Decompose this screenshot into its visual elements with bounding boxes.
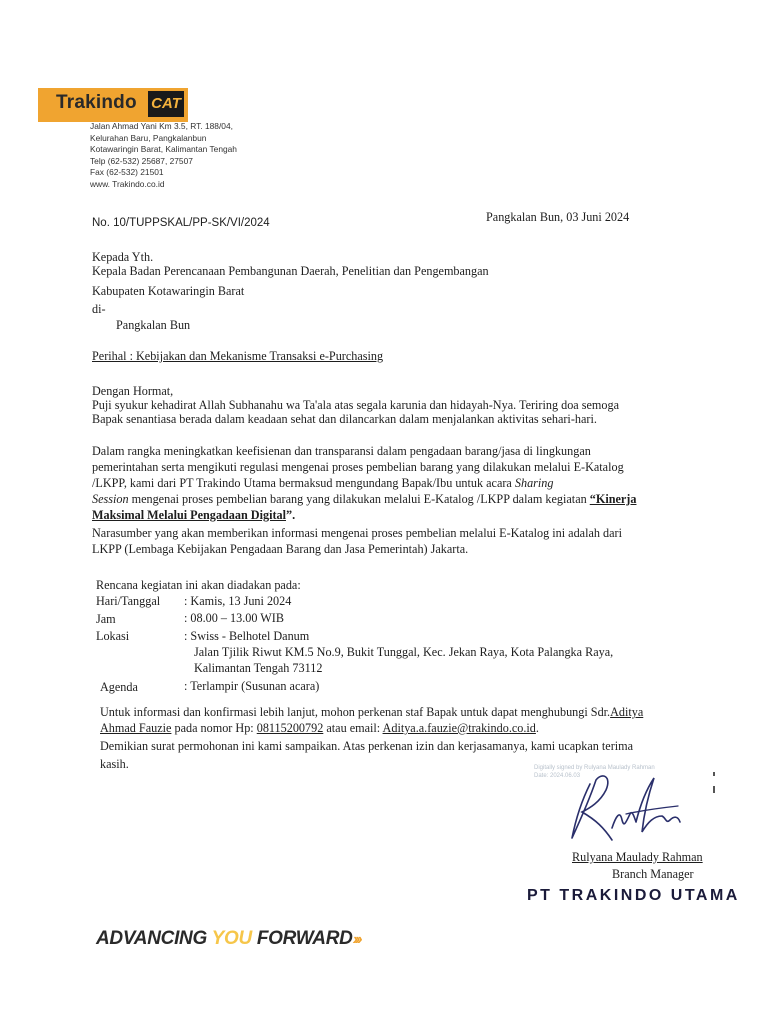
paragraph-line: pemerintahan serta mengikuti regulasi mengenai proses pembelian barang yang dilakukan melalui E-Katalog: [92, 460, 624, 474]
slogan-highlight: YOU: [211, 928, 252, 949]
event-title-run: Maksimal Melalui Pengadaan Digital: [92, 508, 286, 522]
recipient-line: Kepala Badan Perencanaan Pembangunan Daerah, Penelitian dan Pengembangan: [92, 264, 489, 278]
paragraph-line: Bapak senantiasa berada dalam keadaan sehat dan dilancarkan dalam menjalankan aktivitas sehari-hari.: [92, 412, 597, 426]
schedule-label: Lokasi: [96, 629, 130, 643]
event-title-run: “Kinerja: [589, 492, 637, 506]
signatory-name: Rulyana Maulady Rahman: [572, 850, 703, 864]
address-line: Telp (62-532) 25687, 27507: [90, 155, 193, 166]
recipient-city: Pangkalan Bun: [116, 318, 191, 332]
contact-name: Ahmad Fauzie: [100, 721, 172, 735]
schedule-label: Agenda: [100, 680, 138, 694]
address-line: www. Trakindo.co.id: [90, 178, 165, 189]
contact-email-link[interactable]: Aditya.a.fauzie@trakindo.co.id: [382, 721, 536, 735]
schedule-intro: Rencana kegiatan ini akan diadakan pada:: [96, 578, 301, 592]
paragraph-line: Narasumber yang akan memberikan informasi mengenai proses pembelian melalui E-Katalog ini adalah dari: [92, 526, 622, 540]
brand-logo-text: Trakindo: [56, 92, 137, 113]
recipient-line: di-: [92, 302, 106, 316]
subject-line: Perihal : Kebijakan dan Mekanisme Transaksi e-Purchasing: [92, 349, 384, 363]
schedule-label: Hari/Tanggal: [96, 594, 161, 608]
margin-mark: [713, 786, 715, 793]
closing-line: Demikian surat permohonan ini kami sampaikan. Atas perkenan izin dan kerjasamanya, kami ucapkan terima: [100, 739, 634, 753]
schedule-value: : Terlampir (Susunan acara): [184, 679, 320, 693]
closing-line: [100, 705, 643, 721]
text-run: atau email:: [323, 721, 383, 735]
letterhead-address: [90, 121, 237, 190]
recipient-line: Kabupaten Kotawaringin Barat: [92, 284, 245, 298]
paragraph-line: Dalam rangka meningkatkan keefisienan dan transparansi dalam pengadaan barang/jasa di lingkungan: [92, 444, 591, 458]
italic-run: Sharing: [514, 476, 554, 490]
address-line: Kotawaringin Barat, Kalimantan Tengah: [90, 144, 237, 154]
stamp-line: Digitally signed by Rulyana Maulady Rahman: [534, 765, 655, 771]
handwritten-signature: [562, 766, 702, 852]
text-run: pada nomor Hp:: [171, 721, 257, 735]
schedule-label: Jam: [96, 612, 116, 626]
address-line: Jalan Ahmad Yani Km 3.5, RT. 188/04,: [90, 121, 233, 131]
letter-number: No. 10/TUPPSKAL/PP-SK/VI/2024: [92, 217, 270, 229]
address-line: Fax (62-532) 21501: [90, 167, 164, 177]
text-run: Untuk informasi dan konfirmasi lebih lanjut, mohon perkenan staf Bapak untuk dapat menghubungi Sdr.: [100, 705, 611, 719]
closing-line: kasih.: [100, 757, 129, 771]
margin-mark: [713, 772, 715, 776]
schedule-value: : Swiss - Belhotel Danum: [184, 629, 310, 643]
cat-logo-badge: CAT: [148, 91, 184, 117]
salutation: Dengan Hormat,: [92, 384, 174, 398]
signatory-title: Branch Manager: [612, 867, 694, 881]
paragraph-line: [92, 476, 554, 492]
text-run: mengenai proses pembelian barang yang dilakukan melalui E-Katalog /LKPP dalam kegiatan: [128, 492, 590, 506]
address-line: Kelurahan Baru, Pangkalanbun: [90, 132, 207, 143]
company-name: PT TRAKINDO UTAMA: [527, 887, 740, 904]
text-run: ”.: [286, 508, 296, 522]
paragraph-line: LKPP (Lembaga Kebijakan Pengadaan Barang dan Jasa Pemerintah) Jakarta.: [92, 542, 469, 556]
text-run: /LKPP, kami dari PT Trakindo Utama bermaksud mengundang Bapak/Ibu untuk acara: [92, 476, 515, 490]
contact-name: Aditya: [610, 705, 644, 719]
schedule-value: : Kamis, 13 Juni 2024: [184, 594, 292, 608]
schedule-value: : 08.00 – 13.00 WIB: [184, 611, 284, 625]
venue-address: Jalan Tjilik Riwut KM.5 No.9, Bukit Tunggal, Kec. Jekan Raya, Kota Palangka Raya,: [194, 645, 614, 659]
paragraph-line: Puji syukur kehadirat Allah Subhanahu wa Ta'ala atas segala karunia dan hidayah-Nya. Teriring doa semoga: [92, 398, 619, 412]
recipient-greeting: Kepada Yth.: [92, 250, 154, 264]
contact-phone-link[interactable]: 08115200792: [256, 721, 324, 735]
paragraph-line: [92, 492, 636, 508]
chevron-arrows-icon: ›››: [352, 931, 360, 948]
slogan-part: ADVANCING: [96, 928, 212, 949]
paragraph-line: [92, 508, 295, 524]
stamp-line: Date: 2024.06.03: [534, 773, 581, 779]
footer-slogan: [96, 928, 360, 950]
closing-line: [100, 721, 539, 737]
italic-run: Session: [92, 492, 129, 506]
venue-address: Kalimantan Tengah 73112: [194, 661, 323, 675]
slogan-part: FORWARD: [251, 928, 353, 949]
text-run: .: [535, 721, 539, 735]
place-date: Pangkalan Bun, 03 Juni 2024: [486, 210, 630, 224]
